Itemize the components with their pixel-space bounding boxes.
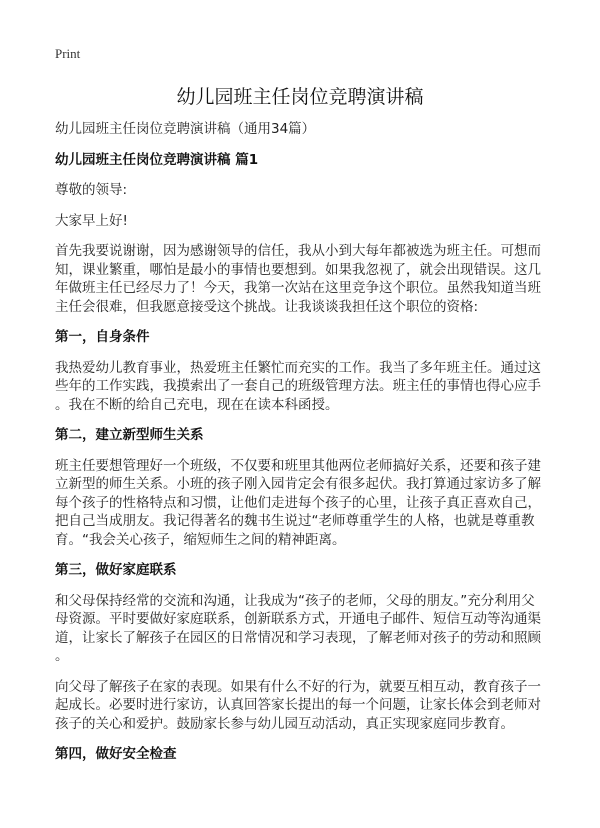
text-line: 把自己当成朋友。我记得著名的魏书生说过“老师尊重学生的人格，也就是尊重教 [55, 513, 535, 529]
paragraph [55, 678, 550, 734]
paragraph-intro [55, 242, 550, 316]
text-line: 母资源。平时要做好家庭联系，创新联系方式，开通电子邮件、短信互动等沟通渠 [55, 611, 541, 627]
paragraph [55, 359, 550, 415]
text-line: 年做班主任已经尽力了！今天，我第一次站在这里竞争这个职位。虽然我知道当班 [55, 280, 541, 296]
text-line: 孩子的关心和爱护。鼓励家长参与幼儿园互动活动，真正实现家庭同步教育。 [55, 715, 514, 732]
text-line: 。我在不断的给自己充电，现在在读本科函授。 [55, 396, 339, 413]
document-body [55, 120, 550, 776]
text-line: 和父母保持经常的交流和沟通，让我成为“孩子的老师，父母的朋友。”充分利用父 [55, 592, 535, 609]
paragraph [55, 592, 550, 666]
section-heading: 幼儿园班主任岗位竞聘演讲稿 篇1 [55, 151, 259, 168]
text-line: 。 [55, 648, 69, 664]
subtitle: 幼儿园班主任岗位竞聘演讲稿（通用34篇） [55, 121, 316, 137]
text-line: 班主任要想管理好一个班级，不仅要和班里其他两位老师搞好关系，还要和孩子建 [55, 457, 541, 474]
text-line: 些年的工作实践，我摸索出了一套自己的班级管理方法。班主任的事情也得心应手 [55, 378, 541, 394]
text-line: 起成长。必要时进行家访，认真回答家长提出的每一个问题，让家长体会到老师对 [55, 697, 541, 713]
text-line: 育。“我会关心孩子，缩短师生之间的精神距离。 [55, 531, 346, 548]
heading-1: 第一，自身条件 [55, 329, 150, 345]
text-line: 首先我要说谢谢，因为感谢领导的信任，我从小到大每年都被选为班主任。可想而 [55, 243, 541, 259]
paragraph [55, 457, 550, 550]
text-line: 道，让家长了解孩子在园区的日常情况和学习表现，了解老师对孩子的劳动和照顾 [55, 629, 541, 646]
text-line: 向父母了解孩子在家的表现。如果有什么不好的行为，就要互相互动，教育孩子一 [55, 678, 541, 695]
greeting-line: 大家早上好! [55, 212, 128, 229]
text-line: 知，课业繁重，哪怕是最小的事情也要想到。如果我忽视了，就会出现错误。这几 [55, 261, 541, 278]
text-line: 每个孩子的性格特点和习惯，让他们走进每个孩子的心里，让孩子真正喜欢自己， [55, 494, 541, 511]
heading-2: 第二，建立新型师生关系 [55, 427, 204, 443]
text-line: 主任会很难，但我愿意接受这个挑战。让我谈谈我担任这个职位的资格: [55, 298, 479, 315]
page-title: 幼儿园班主任岗位竞聘演讲稿 [176, 86, 424, 108]
greeting-line: 尊敬的领导: [55, 182, 128, 198]
heading-3: 第三，做好家庭联系 [55, 562, 177, 578]
text-line: 我热爱幼儿教育事业，热爱班主任繁忙而充实的工作。我当了多年班主任。通过这 [55, 359, 541, 376]
heading-4: 第四，做好安全检查 [55, 746, 177, 762]
text-line: 立新型的师生关系。小班的孩子刚入园肯定会有很多起伏。我打算通过家访多了解 [55, 476, 541, 492]
print-link[interactable]: Print [55, 46, 81, 61]
